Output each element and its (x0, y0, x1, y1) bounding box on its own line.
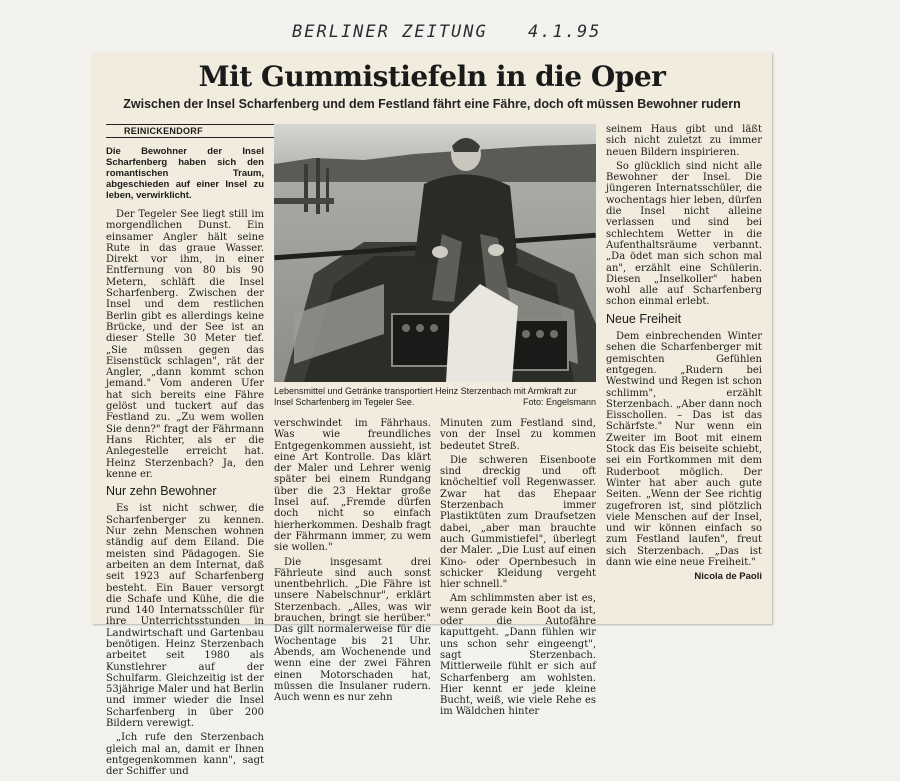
paragraph: verschwindet im Fährhaus. Was wie freundliches Entgegenkommen aussieht, ist eine Art Kontrolle. Das klärt der Maler und Lehrer wenig später bei einem Rundgang über die 23 Hektar große Insel auf. „Fremde dürfen doch nicht so einfach hierherkommen. Deshalb fragt der Fährmann immer, zu wem sie wollen." (274, 418, 431, 554)
newspaper-clipping (92, 52, 772, 778)
column-3 (440, 418, 596, 721)
ferry-photo (274, 124, 596, 382)
paragraph: Die insgesamt drei Fährleute sind auch sonst unentbehrlich. „Die Fähre ist unsere Nabelschnur", erklärt Sterzenbach. „Alles, was wir brauchen, bringt sie herüber." Das gilt normalerweise für die Wochentage bis 21 Uhr. Abends, am Wochenende und wenn eine der zwei Fähren einen Motorschaden hat, müssen die Insulaner rudern. Auch wenn es nur zehn (274, 556, 431, 704)
department-label: REINICKENDORF (106, 124, 274, 138)
paragraph: seinem Haus gibt und läßt sich nicht zuletzt zu immer neuen Bildern inspirieren. (606, 124, 762, 158)
caption-text: Lebensmittel und Getränke transportiert Heinz Sterzenbach mit Armkraft zur Insel Scharfenberg im Tegeler See. (274, 386, 577, 407)
paragraph: Am schlimmsten aber ist es, wenn gerade kein Boot da ist, oder die Autofähre kaputtgeht. „Dann fühlen wir uns schon sehr eingeengt", sagt Sterzenbach. Mittlerweile fühlt er sich auf Scharfenberg am wohlsten. Hier kennt er jede kleine Bucht, weiß, wie viele Rehe es im Wäldchen hinter (440, 593, 596, 718)
paragraph: Es ist nicht schwer, die Scharfenberger zu kennen. Nur zehn Menschen wohnen ständig auf dem Eiland. Die meisten sind Pädagogen. Sie arbeiten an dem Internat, daß seit 1923 auf Scharfenberg besteht. Ein Bauer versorgt die Schafe und Kühe, die die rund 140 Internatsschüler für ihre Unterrichtsstunden in Landwirtschaft und Gartenbau benötigen. Heinz Sterzenbach arbeitet seit 1980 als Kunstlehrer auf der Schulfarm. Gleichzeitig ist der 53jährige Maler und hat Berlin und immer wieder die Insel Scharfenberg in über 200 Bildern verewigt. (106, 503, 264, 730)
handwritten-date: 4.1.95 (528, 22, 602, 42)
subhead-nur-zehn-bewohner: Nur zehn Bewohner (106, 484, 217, 499)
paragraph: Minuten zum Festland sind, von der Insel zu kommen bedeutet Streß. (440, 418, 596, 452)
author-signature: Nicola de Paoli (694, 571, 762, 583)
headline: Mit Gummistiefeln in die Oper (198, 60, 666, 93)
subheadline: Zwischen der Insel Scharfenberg und dem Festland fährt eine Fähre, doch oft müssen Bewohner rudern (123, 97, 741, 111)
paragraph: Dem einbrechenden Winter sehen die Scharfenberger mit gemischten Gefühlen entgegen. „Rudern bei Westwind und Regen ist schon schlimm", erzählt Sterzenbach. „Aber dann noch Eisschollen. – Das ist das Schärfste." Nur wenn ein Zweiter im Boot mit einem Stock das Eis beiseite schiebt, sei ein Fortkommen mit dem Ruderboot möglich. Der Winter hat aber auch gute Seiten. „Wenn der See richtig zugefroren ist, sind plötzlich viele Menschen auf der Insel, und wir können einfach so zum Festland laufen", freut sich Sterzenbach. „Das ist dann wie eine neue Freiheit." (606, 331, 762, 568)
lead-paragraph: Die Bewohner der Insel Scharfenberg haben sich den romantischen Traum, abgeschieden auf einer Insel zu leben, verwirklicht. (106, 146, 264, 201)
column-4 (606, 124, 762, 583)
paragraph: Die schweren Eisenboote sind dreckig und oft knöcheltief voll Regenwasser. Zwar hat das Ehepaar Sterzenbach immer Plastiktüten zum Draufsetzen dabei, „aber man brauchte auch Gummistiefel", überlegt der Maler. „Die Lust auf einen Kino- oder Opernbesuch in schicker Kleidung vergeht hier schnell." (440, 454, 596, 591)
paragraph: Der Tegeler See liegt still im morgendlichen Dunst. Ein einsamer Angler hält seine Rute in das graue Wasser. Direkt vor ihm, in einer Entfernung von 80 bis 90 Metern, schläft die Insel Scharfenberg. Zwischen der Insel und dem restlichen Berlin gibt es allerdings keine Brücke, und der See ist an dieser Stelle 30 Meter tief. „Sie müssen gegen das Eisenstück schlagen", rät der Angler, „dann kommt schon jemand." Vom anderen Ufer hat sich bereits eine Fähre gelöst und tuckert auf das Festland zu. „Zu wem wollen Sie denn?" fragt der Fährmann Hans Richter, als er die Anlegestelle erreicht hat. Heinz Sterzenbach? Ja, den kenne er. (106, 209, 264, 480)
paragraph: So glücklich sind nicht alle Bewohner der Insel. Die jüngeren Internatsschüler, die wochentags hier leben, dürfen die Insel nicht alleine verlassen und sind bei schlechtem Wetter in die Aufenthaltsräume verbannt. „Da ödet man sich schon mal an", erzählt eine Schülerin. Diesen „Inselkoller" haben wohl alle auf Scharfenberg schon einmal erlebt. (606, 160, 762, 308)
paragraph: „Ich rufe den Sterzenbach gleich mal an, damit er Ihnen entgegenkommen kann", sagt der Schiffer und (106, 732, 264, 778)
handwritten-newspaper-name: BERLINER ZEITUNG (292, 22, 488, 42)
subhead-neue-freiheit: Neue Freiheit (606, 311, 682, 326)
column-1 (106, 146, 264, 781)
photo-caption (274, 386, 596, 407)
column-2 (274, 418, 431, 706)
photo-credit: Foto: Engelsmann (522, 396, 596, 407)
